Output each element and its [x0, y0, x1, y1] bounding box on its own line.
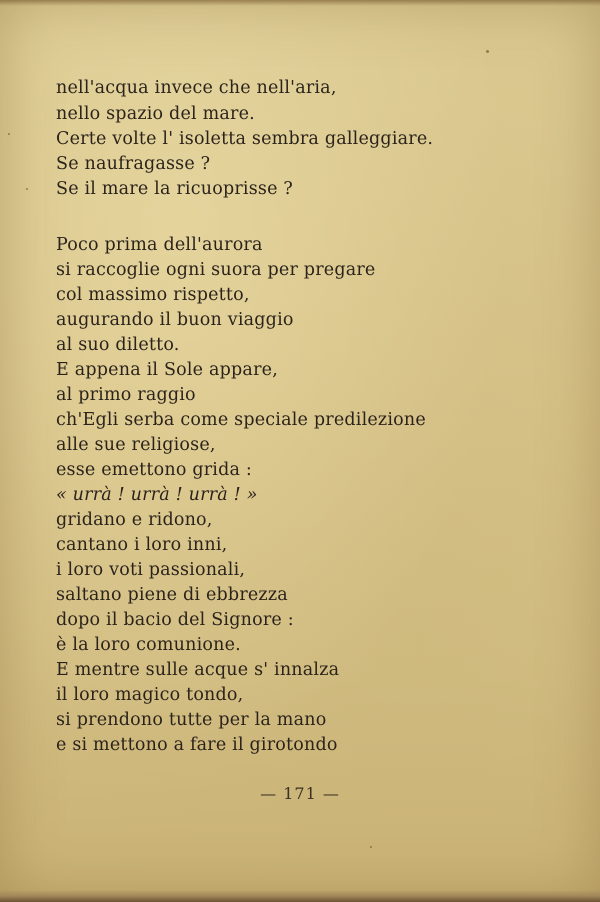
verse-line: esse emettono grida : — [56, 460, 252, 480]
verse-line-exclamation: « urrà ! urrà ! urrà ! » — [56, 485, 258, 505]
verse-line: e si mettono a fare il girotondo — [56, 735, 338, 755]
verse-line: col massimo rispetto, — [56, 285, 250, 305]
page-bottom-edge — [0, 890, 600, 902]
paper-speck — [486, 50, 489, 53]
verse-line: augurando il buon viaggio — [56, 310, 294, 330]
verse-line: i loro voti passionali, — [56, 560, 246, 580]
verse-line: al suo diletto. — [56, 335, 180, 355]
verse-line: E appena il Sole appare, — [56, 360, 278, 380]
verse-line: si raccoglie ogni suora per pregare — [56, 260, 376, 280]
paper-speck — [8, 133, 10, 135]
verse-line: Se il mare la ricuoprisse ? — [56, 179, 293, 199]
page-top-edge — [0, 0, 600, 6]
paper-speck — [370, 846, 372, 848]
verse-line: dopo il bacio del Signore : — [56, 610, 294, 630]
verse-line: alle sue religiose, — [56, 435, 216, 455]
verse-line: saltano piene di ebbrezza — [56, 585, 288, 605]
verse-line: nell'acqua invece che nell'aria, — [56, 78, 337, 98]
verse-line: cantano i loro inni, — [56, 535, 228, 555]
verse-line: si prendono tutte per la mano — [56, 710, 327, 730]
verse-line: Se naufragasse ? — [56, 154, 211, 174]
verse-line: Poco prima dell'aurora — [56, 235, 263, 255]
verse-line: il loro magico tondo, — [56, 685, 244, 705]
verse-line: nello spazio del mare. — [56, 104, 255, 124]
verse-line: è la loro comunione. — [56, 635, 241, 655]
page-number: — 171 — — [260, 784, 340, 803]
verse-line: ch'Egli serba come speciale predilezione — [56, 410, 426, 430]
verse-line: al primo raggio — [56, 385, 196, 405]
verse-line: gridano e ridono, — [56, 510, 213, 530]
paper-speck — [26, 188, 28, 190]
verse-line: E mentre sulle acque s' innalza — [56, 660, 340, 680]
verse-line: Certe volte l' isoletta sembra galleggiare. — [56, 129, 434, 149]
